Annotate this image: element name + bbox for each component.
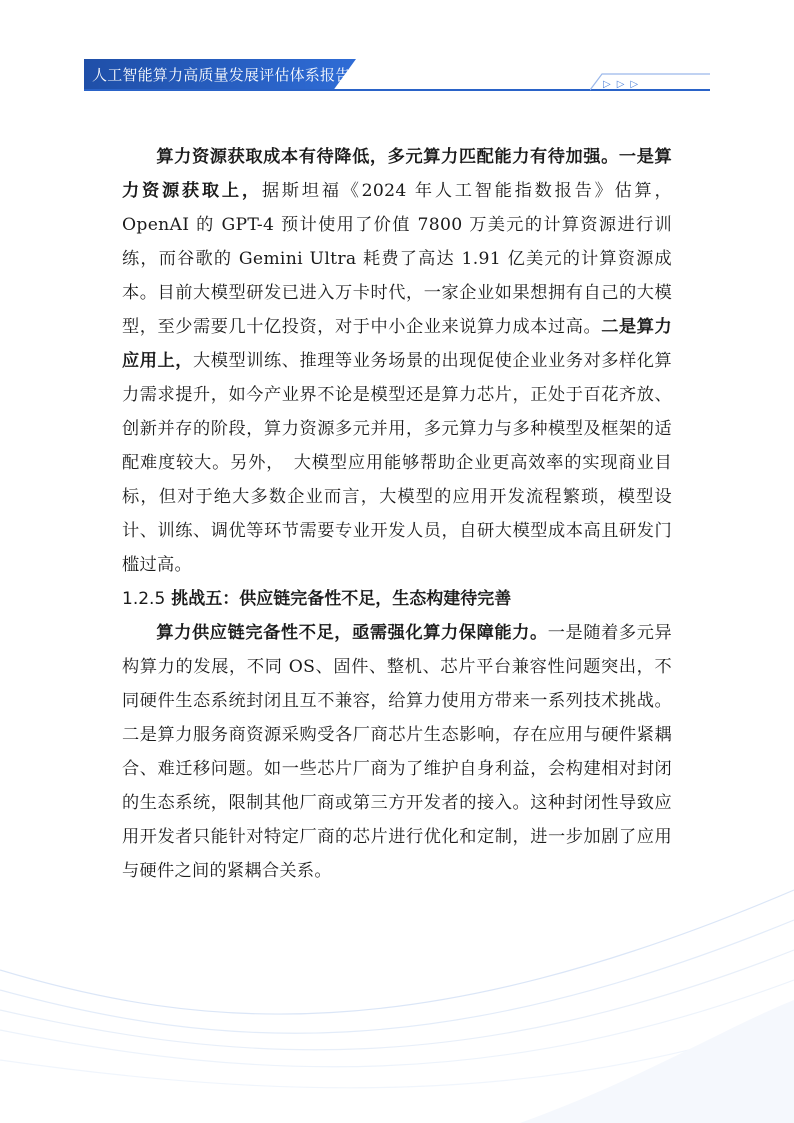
paragraph-compute-cost — [122, 140, 672, 582]
wave-decoration — [0, 850, 794, 1123]
paragraph-subhead: 二是算力应用上， — [122, 317, 673, 371]
paragraph-text: 大模型训练、推理等业务场景的出现促使企业业务对多样化算力需求提升，如今产业界不论是模型还是算力芯片，正处于百花齐放、创新并存的阶段，算力资源多元并用，多元算力与多种模型及框架的适配难度较大。另外， 大模型应用能够帮助企业更高效率的实现商业目标，但对于绝大多数企业而言，大模型的应用开发流程繁琐，模型设计、训练、调优等环节需要专业开发人员，自研大模型成本高且研发门槛过高。 — [122, 351, 673, 575]
section-title: 挑战五：供应链完备性不足，生态构建待完善 — [171, 589, 512, 609]
report-title: 人工智能算力高质量发展评估体系报告 — [92, 66, 351, 84]
paragraph-text: 据斯坦福《2024 年人工智能指数报告》估算，OpenAI 的 GPT-4 预计使用了价值 7800 万美元的计算资源进行训练，而谷歌的 Gemini Ultra 耗费了高达 1.91 亿美元的计算资源成本。目前大模型研发已进入万卡时代，一家企业如果想拥有自己的大模型，至少需要几十亿投资，对于中小企业来说算力成本过高。 — [122, 181, 673, 337]
paragraph-text: 一是随着多元异构算力的发展，不同 OS、固件、整机、芯片平台兼容性问题突出，不同硬件生态系统封闭且互不兼容，给算力使用方带来一系列技术挑战。二是算力服务商资源采购受各厂商芯片生态影响，存在应用与硬件紧耦合、难迁移问题。如一些芯片厂商为了维护自身利益，会构建相对封闭的生态系统，限制其他厂商或第三方开发者的接入。这种封闭性导致应用开发者只能针对特定厂商的芯片进行优化和定制，进一步加剧了应用与硬件之间的紧耦合关系。 — [122, 623, 672, 881]
paragraph-lead: 算力供应链完备性不足，亟需强化算力保障能力。 — [156, 623, 548, 643]
paragraph-supply-chain — [122, 616, 672, 888]
document-body — [122, 140, 672, 888]
paragraph-lead: 算力资源获取成本有待降低，多元算力匹配能力有待加强。一是算力资源获取上， — [122, 147, 672, 201]
triangle-arrows-icon: ▷▷▷ — [603, 79, 645, 90]
section-heading — [122, 582, 672, 616]
section-number: 1.2.5 — [122, 589, 166, 609]
